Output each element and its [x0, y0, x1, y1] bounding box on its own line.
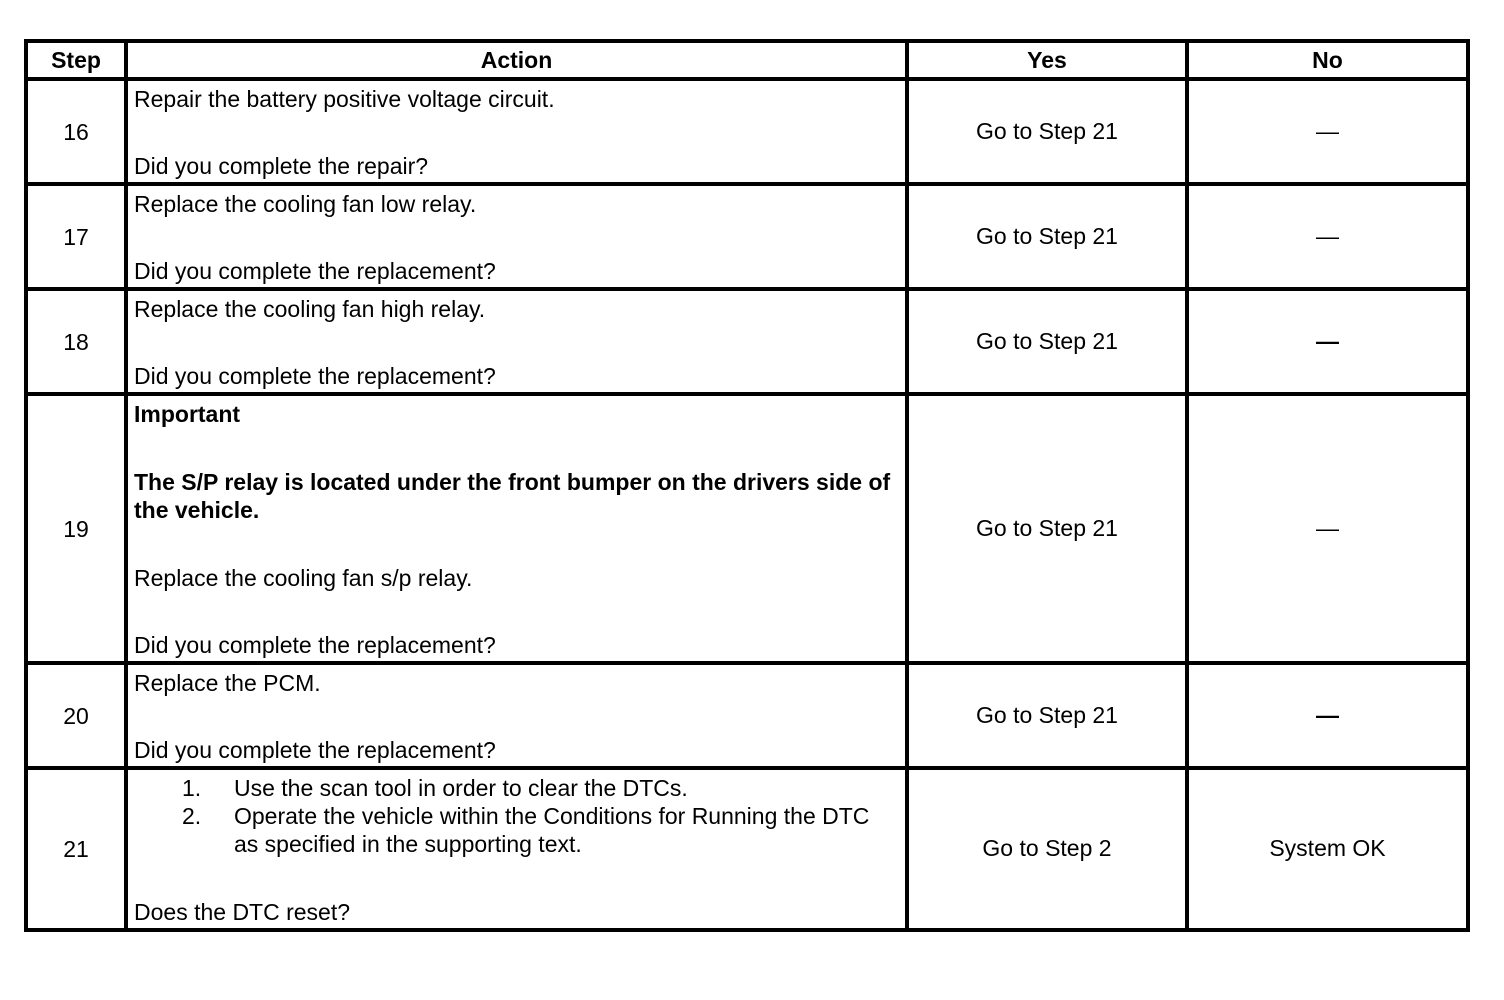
table-row — [26, 394, 1468, 663]
table-row — [26, 289, 1468, 394]
step-number: 21 — [26, 768, 126, 930]
list-item — [134, 802, 899, 858]
list-text: Operate the vehicle within the Conditions for Running the DTC as specified in the supporting text. — [234, 803, 870, 857]
yes-result: Go to Step 21 — [976, 222, 1118, 249]
yes-cell — [907, 184, 1187, 289]
no-cell — [1187, 79, 1468, 184]
header-step: Step — [26, 41, 126, 79]
important-note: The S/P relay is located under the front bumper on the drivers side of the vehicle. — [134, 469, 891, 523]
no-result: — — [1316, 222, 1339, 249]
list-number: 2. — [182, 803, 202, 829]
table-row — [26, 184, 1468, 289]
yes-cell — [907, 663, 1187, 768]
action-cell — [126, 184, 907, 289]
action-instruction: Repair the battery positive voltage circuit. — [134, 86, 555, 112]
action-instruction: Replace the cooling fan low relay. — [134, 191, 477, 217]
no-result: — — [1316, 701, 1339, 728]
table-row — [26, 663, 1468, 768]
action-cell — [126, 289, 907, 394]
action-instruction: Replace the cooling fan s/p relay. — [134, 565, 473, 591]
action-instruction: Replace the cooling fan high relay. — [134, 296, 486, 322]
action-question: Did you complete the repair? — [134, 153, 429, 179]
no-cell — [1187, 663, 1468, 768]
action-question: Did you complete the replacement? — [134, 363, 496, 389]
step-number: 17 — [26, 184, 126, 289]
step-number: 16 — [26, 79, 126, 184]
no-cell — [1187, 394, 1468, 663]
yes-cell — [907, 768, 1187, 930]
yes-result: Go to Step 21 — [976, 117, 1118, 144]
list-item — [134, 774, 899, 802]
table-row — [26, 79, 1468, 184]
action-question: Did you complete the replacement? — [134, 632, 496, 658]
header-action: Action — [126, 41, 907, 79]
header-no: No — [1187, 41, 1468, 79]
action-question: Does the DTC reset? — [134, 899, 351, 925]
table-row — [26, 768, 1468, 930]
no-result: System OK — [1269, 835, 1386, 861]
yes-result: Go to Step 21 — [976, 701, 1118, 728]
action-cell — [126, 768, 907, 930]
step-number: 20 — [26, 663, 126, 768]
action-cell — [126, 394, 907, 663]
yes-cell — [907, 79, 1187, 184]
header-row — [26, 41, 1468, 79]
yes-result: Go to Step 2 — [982, 835, 1112, 861]
header-yes: Yes — [907, 41, 1187, 79]
no-result: — — [1316, 514, 1339, 541]
no-cell — [1187, 184, 1468, 289]
important-label: Important — [134, 401, 241, 427]
yes-result: Go to Step 21 — [976, 327, 1118, 354]
diagnostic-table — [24, 39, 1470, 932]
no-cell — [1187, 768, 1468, 930]
action-question: Did you complete the replacement? — [134, 258, 496, 284]
no-cell — [1187, 289, 1468, 394]
action-question: Did you complete the replacement? — [134, 737, 496, 763]
list-number: 1. — [182, 775, 202, 801]
yes-result: Go to Step 21 — [976, 514, 1118, 541]
yes-cell — [907, 394, 1187, 663]
action-cell — [126, 663, 907, 768]
yes-cell — [907, 289, 1187, 394]
step-number: 18 — [26, 289, 126, 394]
no-result: — — [1316, 117, 1339, 144]
no-result: — — [1316, 327, 1339, 354]
numbered-steps — [134, 774, 899, 858]
action-instruction: Replace the PCM. — [134, 670, 321, 696]
action-cell — [126, 79, 907, 184]
list-text: Use the scan tool in order to clear the DTCs. — [234, 775, 688, 801]
step-number: 19 — [26, 394, 126, 663]
